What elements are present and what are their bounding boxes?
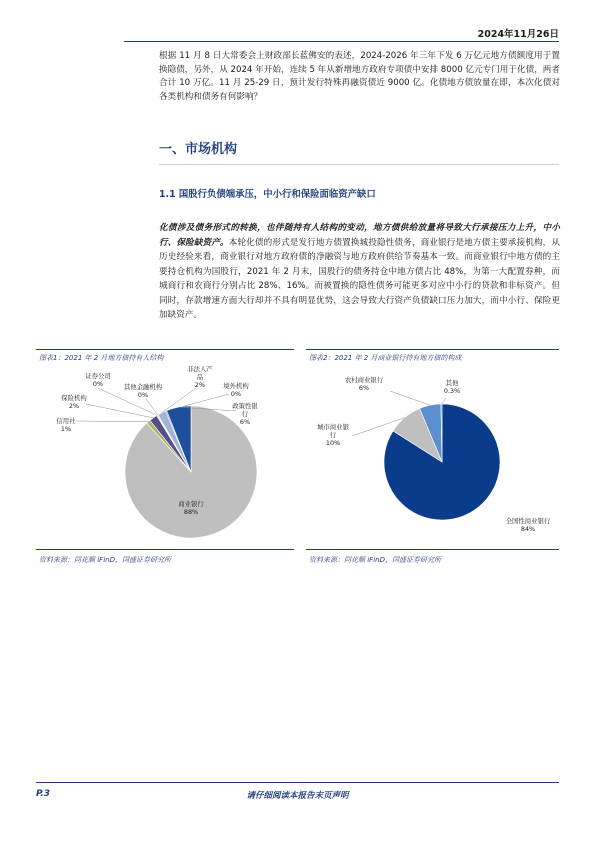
- figure1-bottom-rule: [36, 549, 294, 550]
- leader-line-4: [146, 399, 158, 415]
- pie-label-5: 非法人产品 2%: [187, 366, 213, 389]
- report-date: 2024年11月26日: [477, 29, 559, 40]
- intro-paragraph: 根据 11 月 8 日大常委会上财政部长蓝佛安的表述，2024-2026 年三年下发 6 万亿元地方债额度用于置换隐债，另外，从 2024 年开始，连续 5 年从新增地方政府专项债中安排 8000 亿元专门用于化债，两者合计 10 万亿。11 月 25-29 日，预计发行特殊再融资债近 9000 亿。化债地方债放量在即，本次化债对各类机构和债务有何影响？: [159, 51, 560, 102]
- leader-line-1: [76, 421, 148, 422]
- pie-label-3: 证券公司 0%: [85, 372, 111, 388]
- figure2-source: 资料来源：同花顺 iFinD，国盛证券研究所: [309, 556, 441, 564]
- figure1-pie-chart: [36, 366, 294, 546]
- pie-label-1: 信用社 1%: [56, 417, 76, 433]
- header-rule: [124, 41, 559, 42]
- section-rule: [159, 164, 559, 165]
- footer-rule: [36, 782, 559, 783]
- footer-disclaimer: 请仔细阅读本报告末页声明: [246, 791, 349, 801]
- pie-label-6: 境外机构 0%: [223, 382, 249, 398]
- pie-label-1: 城市商业银行 10%: [317, 423, 349, 447]
- figure1-title: 图表1：2021 年 2 月地方债持有人结构: [39, 354, 164, 362]
- pie-label-4: 其他金融机构 0%: [123, 383, 163, 399]
- pie-label-2: 保险机构 2%: [61, 394, 87, 410]
- leader-line-3: [441, 398, 446, 404]
- figure2-title: 图表2：2021 年 2 月商业银行持有地方债的构成: [309, 354, 462, 362]
- pie-label-2: 农村商业银行 6%: [344, 376, 384, 392]
- figure1-top-rule: [36, 349, 294, 350]
- page-number: P.3: [36, 789, 50, 799]
- figure1-source: 资料来源：同花顺 iFinD，国盛证券研究所: [39, 556, 171, 564]
- section-title: 一、市场机构: [159, 142, 238, 157]
- leader-line-2: [390, 391, 430, 405]
- subsection-title: 1.1 国股行负债端承压，中小行和保险面临资产缺口: [159, 189, 376, 200]
- leader-line-2: [86, 404, 153, 418]
- pie-label-3: 其他 0.3%: [443, 379, 461, 395]
- pie-label-0: 全国性商业银行 84%: [505, 517, 551, 533]
- body-paragraph: [159, 221, 560, 323]
- body-lead-sentence: 化债涉及债务形式的转换，也伴随持有人结构的变动，地方债供给放量将导致大行承接压力上升，中小行、保险缺资产。: [159, 223, 560, 248]
- pie-label-7: 政策性银行 6%: [232, 402, 258, 426]
- figure2-pie-chart: [306, 366, 559, 546]
- pie-label-0: 商业银行 88%: [178, 500, 204, 516]
- figure2-top-rule: [306, 349, 559, 350]
- body-text: 本轮化债的形式是发行地方债置换城投隐性债务，商业银行是地方债主要承接机构，从历史经验来看，商业银行对地方政府债的净融资与地方政府供给节奏基本一致。而商业银行中地方债的主要持仓机构为国股行，2021 年 2 月末，国股行的债务持仓中地方债占比 48%，为第一大配置券种，而城商行和农商行分别占比 28%、16%。而被置换的隐性债务可能更多对应中小行的贷款和非标资产。但同时，存款增速方面大行却并不具有明显优势，这会导致大行资产负债缺口压力加大，而中小行、保险更加缺资产。: [159, 237, 560, 320]
- figure2-bottom-rule: [306, 549, 559, 550]
